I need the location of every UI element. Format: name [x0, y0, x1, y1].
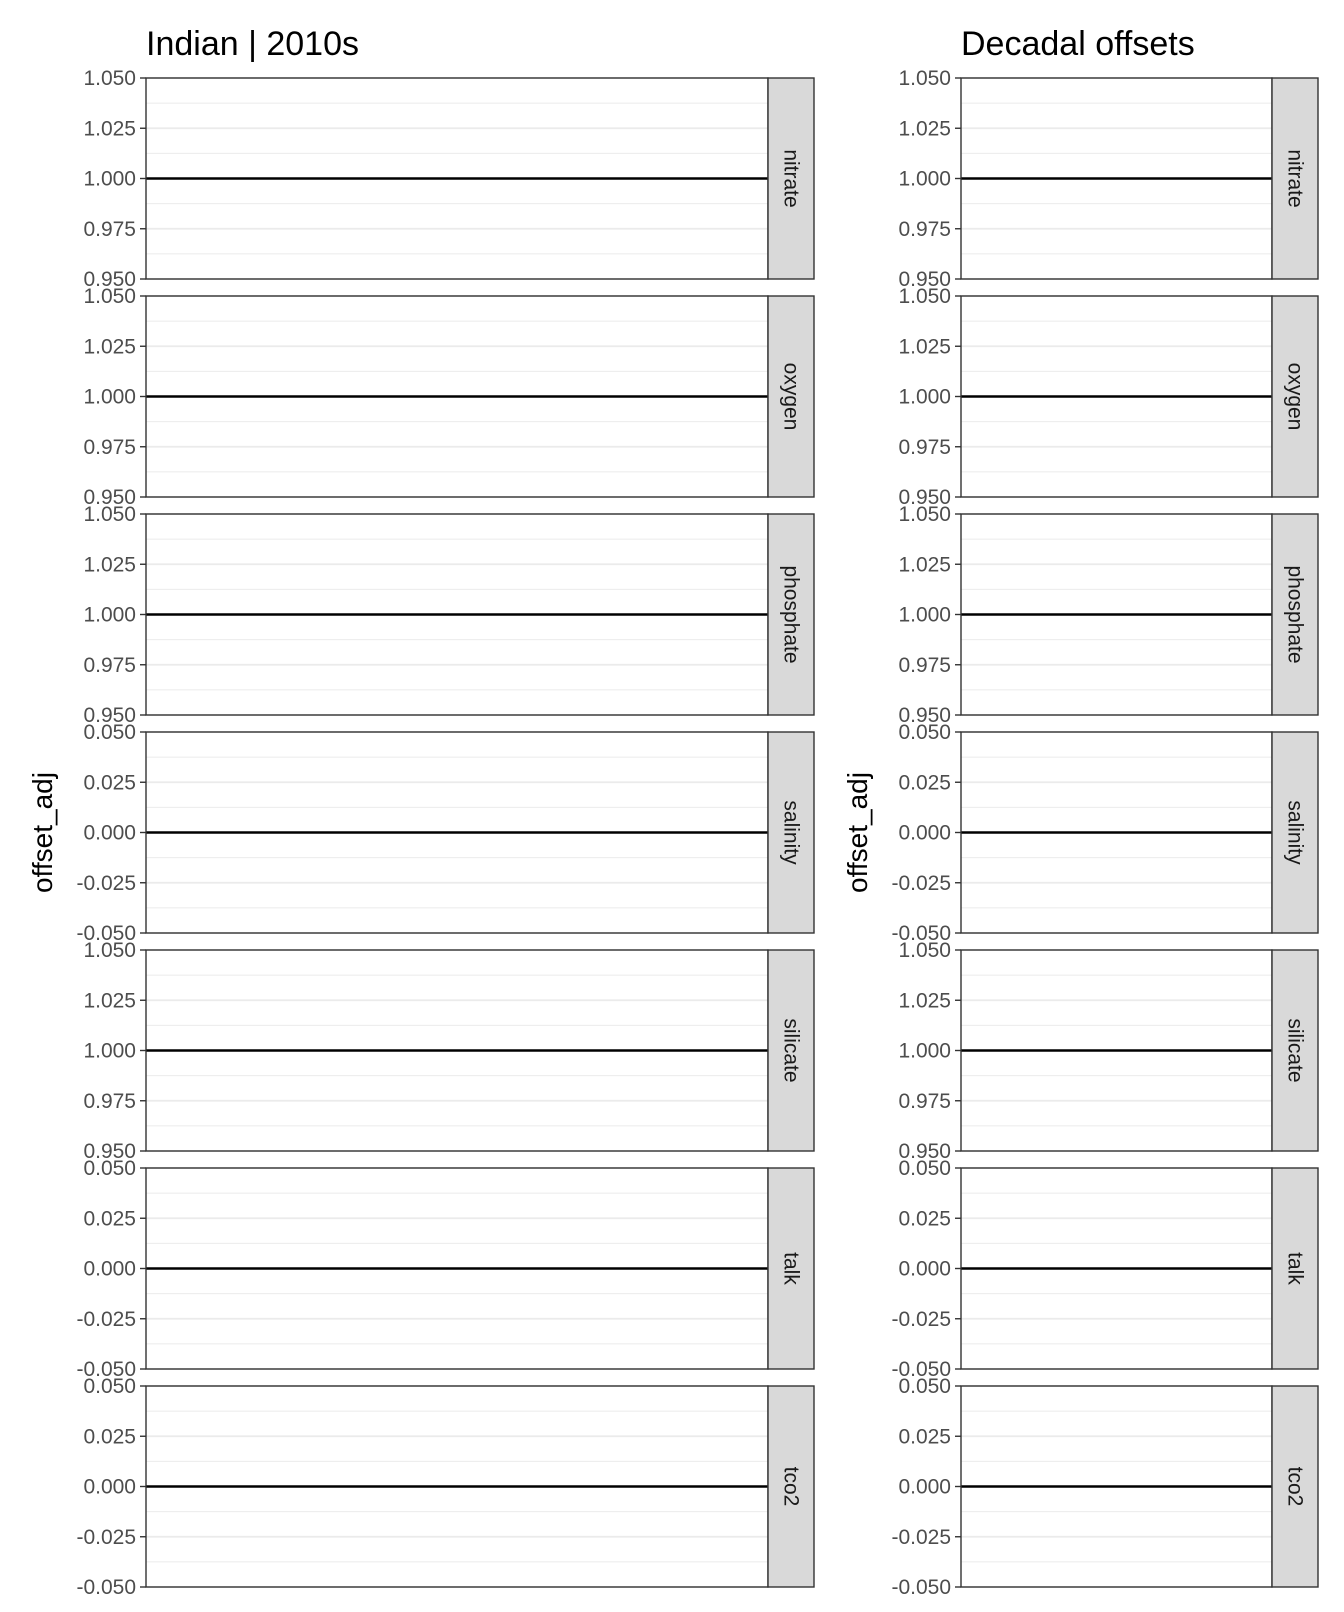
facet-strip-label: tco2 [1283, 1466, 1307, 1507]
y-tick-label: 1.000 [83, 385, 136, 409]
y-tick-label: 1.050 [898, 67, 951, 90]
chart-title: Indian | 2010s [146, 25, 359, 63]
y-tick-label: 1.050 [83, 503, 136, 526]
y-tick-label: 0.050 [83, 1375, 136, 1398]
y-tick-label: 1.000 [898, 603, 951, 627]
y-tick-label: -0.050 [76, 922, 136, 945]
facet-strip-label: nitrate [779, 149, 803, 208]
facet-strip-label: tco2 [779, 1466, 803, 1507]
y-tick-label: -0.025 [891, 1525, 951, 1549]
facet-strip-label: silicate [779, 1018, 803, 1083]
y-tick-label: 0.950 [83, 268, 136, 291]
y-tick-label: 1.000 [898, 167, 951, 191]
facet-panel-phosphate [898, 503, 1318, 727]
y-tick-label: 0.050 [83, 721, 136, 744]
y-tick-label: 0.975 [898, 653, 951, 677]
facet-panel-oxygen [898, 285, 1318, 509]
facet-strip-label: oxygen [779, 362, 803, 431]
facet-strip-label: salinity [779, 800, 803, 865]
facet-panel-talk [76, 1157, 814, 1381]
y-tick-label: 0.950 [83, 704, 136, 727]
y-tick-label: 0.000 [83, 1475, 136, 1499]
y-tick-label: 0.000 [898, 1475, 951, 1499]
facet-strip-label: talk [1283, 1252, 1307, 1285]
y-tick-label: 0.975 [83, 435, 136, 459]
facet-strip-label: silicate [1283, 1018, 1307, 1083]
y-tick-label: 0.950 [898, 704, 951, 727]
y-tick-label: -0.050 [891, 922, 951, 945]
y-tick-label: 0.975 [898, 435, 951, 459]
facet-strip-label: oxygen [1283, 362, 1307, 431]
y-tick-label: 1.000 [83, 1039, 136, 1063]
y-tick-label: 1.025 [83, 553, 136, 577]
y-axis-label: offset_adj [27, 772, 58, 893]
y-tick-label: -0.025 [891, 871, 951, 895]
y-tick-label: 1.050 [83, 67, 136, 90]
y-tick-label: 0.975 [898, 1089, 951, 1113]
chart-title: Decadal offsets [961, 25, 1195, 63]
y-tick-label: 1.050 [898, 285, 951, 308]
y-tick-label: 0.975 [83, 217, 136, 241]
y-tick-label: 0.950 [898, 486, 951, 509]
y-tick-label: 1.000 [83, 603, 136, 627]
y-tick-label: 1.000 [898, 1039, 951, 1063]
y-tick-label: 0.950 [898, 1140, 951, 1163]
y-tick-label: 0.000 [898, 1257, 951, 1281]
facet-strip-label: phosphate [1283, 565, 1307, 664]
y-tick-label: 0.050 [898, 721, 951, 744]
y-tick-label: 0.025 [83, 1207, 136, 1231]
facet-panel-tco2 [76, 1375, 814, 1599]
y-tick-label: 0.025 [898, 1425, 951, 1449]
y-tick-label: -0.025 [76, 1307, 136, 1331]
y-tick-label: 0.050 [898, 1157, 951, 1180]
y-tick-label: -0.050 [76, 1358, 136, 1381]
chart-column-1 [27, 25, 814, 1599]
y-tick-label: -0.050 [891, 1576, 951, 1599]
y-tick-label: 0.000 [898, 821, 951, 845]
y-tick-label: 0.050 [898, 1375, 951, 1398]
facet-panel-nitrate [83, 67, 814, 291]
y-tick-label: 0.950 [83, 486, 136, 509]
y-tick-label: 0.975 [898, 217, 951, 241]
facet-panel-tco2 [891, 1375, 1318, 1599]
y-tick-label: 0.975 [83, 1089, 136, 1113]
y-tick-label: 1.000 [83, 167, 136, 191]
y-tick-label: 0.025 [898, 1207, 951, 1231]
y-tick-label: 0.025 [83, 771, 136, 795]
y-tick-label: 1.025 [83, 989, 136, 1013]
y-tick-label: 1.025 [83, 117, 136, 141]
y-tick-label: 1.025 [898, 117, 951, 141]
y-axis-label: offset_adj [842, 772, 873, 893]
y-tick-label: 1.025 [898, 553, 951, 577]
y-tick-label: 0.950 [898, 268, 951, 291]
y-tick-label: 1.050 [83, 939, 136, 962]
facet-strip-label: phosphate [779, 565, 803, 664]
facet-panel-salinity [76, 721, 814, 945]
y-tick-label: 1.050 [83, 285, 136, 308]
y-tick-label: 0.000 [83, 1257, 136, 1281]
y-tick-label: 0.025 [898, 771, 951, 795]
y-tick-label: 0.050 [83, 1157, 136, 1180]
facet-panel-salinity [891, 721, 1318, 945]
y-tick-label: 1.050 [898, 939, 951, 962]
y-tick-label: 0.025 [83, 1425, 136, 1449]
y-tick-label: 1.025 [83, 335, 136, 359]
y-tick-label: 1.050 [898, 503, 951, 526]
facet-panel-silicate [898, 939, 1318, 1163]
y-tick-label: -0.025 [76, 871, 136, 895]
facet-strip-label: nitrate [1283, 149, 1307, 208]
facet-panel-oxygen [83, 285, 814, 509]
y-tick-label: -0.025 [891, 1307, 951, 1331]
facet-panel-talk [891, 1157, 1318, 1381]
facet-panel-nitrate [898, 67, 1318, 291]
y-tick-label: 0.000 [83, 821, 136, 845]
chart-column-2 [842, 25, 1318, 1599]
facet-strip-label: talk [779, 1252, 803, 1285]
facet-strip-label: salinity [1283, 800, 1307, 865]
facet-panel-silicate [83, 939, 814, 1163]
facet-panel-phosphate [83, 503, 814, 727]
y-tick-label: 0.950 [83, 1140, 136, 1163]
y-tick-label: -0.050 [891, 1358, 951, 1381]
y-tick-label: 0.975 [83, 653, 136, 677]
y-tick-label: -0.050 [76, 1576, 136, 1599]
y-tick-label: 1.000 [898, 385, 951, 409]
y-tick-label: -0.025 [76, 1525, 136, 1549]
y-tick-label: 1.025 [898, 989, 951, 1013]
y-tick-label: 1.025 [898, 335, 951, 359]
